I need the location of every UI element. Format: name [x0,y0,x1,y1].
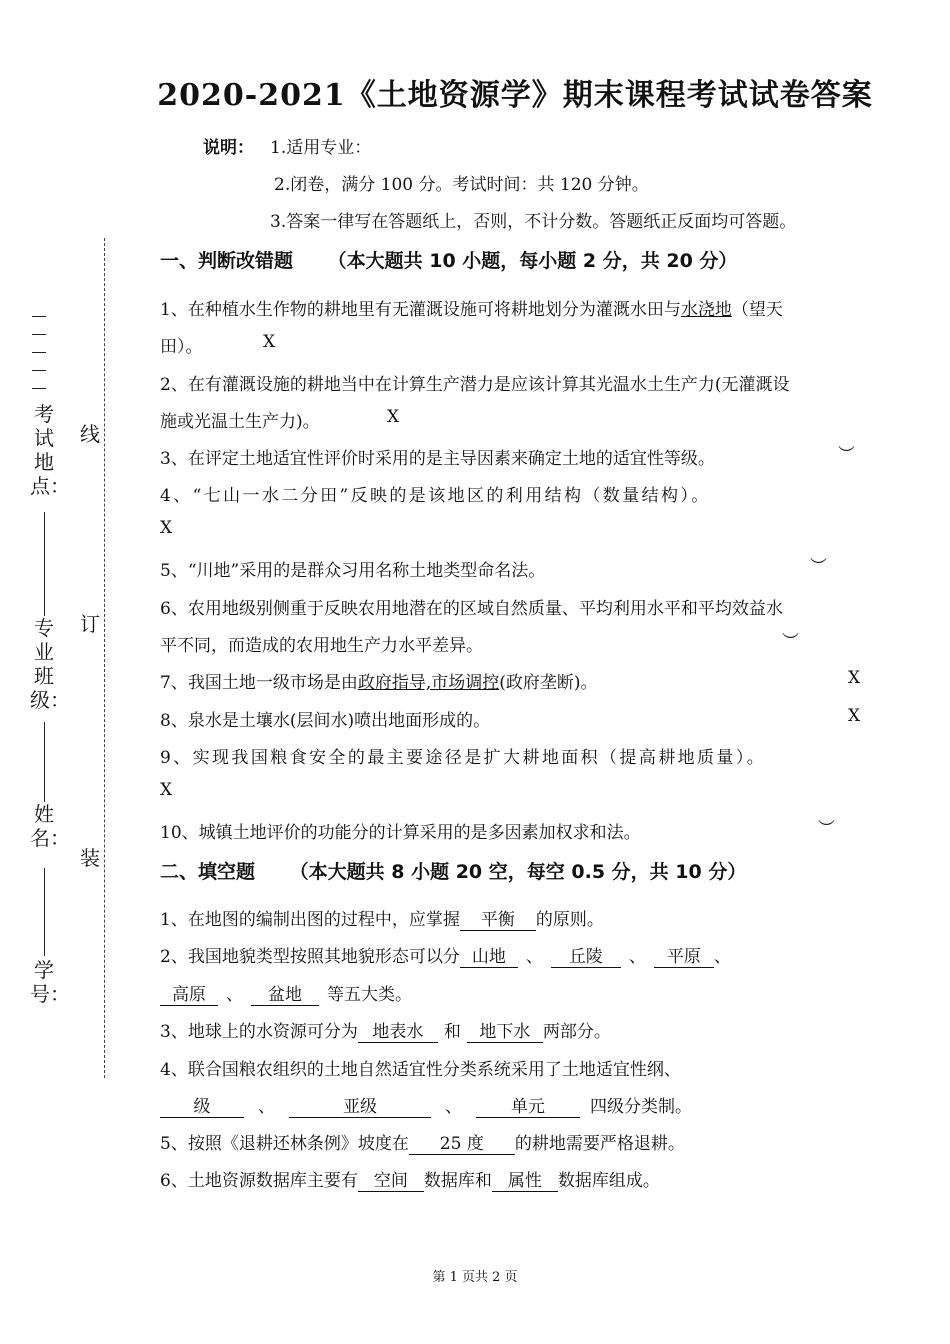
s2-q6-blank-2: 属性 [492,1171,558,1192]
exam-location-label: 考试地点： [30,402,70,498]
s1-q9-mark: X [160,780,173,800]
section1-heading [160,246,737,273]
section1-info: （本大题共 10 小题，每小题 2 分，共 20 分） [327,250,738,272]
s1-q2-mark: X [387,407,400,427]
s1-question-1: 1、在种植水生作物的耕地里有无灌溉设施可将耕地划分为灌溉水田与水浇地（望天 [160,300,783,320]
s1-question-6: 6、农用地级别侧重于反映农用地潜在的区域自然质量、平均利用水平和平均效益水 [160,599,783,619]
s2-q4-blank-3: 单元 [476,1097,580,1118]
student-id-label: 学号： [30,958,70,1006]
s2-question-4-cont: 级 、 亚级 、 单元 四级分类制。 [160,1092,860,1118]
s2-question-2-cont: 高原 、 盆地 等五大类。 [160,980,860,1006]
s1-q7-mark: X [848,668,861,688]
s2-q1-blank-1: 平衡 [460,910,536,931]
page-footer: 第 1 页共 2 页 [432,1270,518,1285]
s1-q3-mark: ︶ [838,445,855,465]
binding-char-xian: 线 [80,422,100,446]
s2-question-4: 4、联合国粮农组织的土地自然适宜性分类系统采用了土地适宜性纲、 [160,1060,681,1080]
s2-q2-blank-3: 平原 [654,947,714,968]
note-1: 1.适用专业： [270,138,372,158]
s1-q1-underline: 水浇地 [680,300,732,320]
s1-question-9: 9、实现我国粮食安全的最主要途径是扩大耕地面积（提高耕地质量）。 [160,748,767,768]
class-major-label: 专业班级： [30,616,70,712]
page-title: 2020-2021《土地资源学》期末课程考试试卷答案 [157,78,873,113]
s2-q2-blank-1: 山地 [460,947,518,968]
section1-title: 一、判断改错题 [160,250,294,272]
s1-question-7: 7、我国土地一级市场是由政府指导,市场调控(政府垄断)。 [160,673,598,693]
s2-q2-blank-2: 丘陵 [551,947,621,968]
section2-info: （本大题共 8 小题 20 空，每空 0.5 分，共 10 分） [289,861,747,883]
s2-question-5: 5、按照《退耕还林条例》坡度在 25 度 的耕地需要严格退耕。 [160,1134,685,1154]
s1-question-10: 10、城镇土地评价的功能分的计算采用的是多因素加权求和法。 [160,823,641,843]
binding-char-ding: 订 [80,612,100,636]
s1-question-2: 2、在有灌溉设施的耕地当中在计算生产潜力是应该计算其光温水土生产力(无灌溉设 [160,375,790,395]
s2-question-6: 6、土地资源数据库主要有 空间 数据库和 属性 数据库组成。 [160,1171,660,1191]
note-2: 2.闭卷，满分 100 分。考试时间：共 120 分钟。 [274,175,649,195]
section2-title: 二、填空题 [160,861,256,883]
s1-q5-mark: ︶ [810,557,827,577]
name-label: 姓名： [30,802,70,850]
s1-question-5: 5、“川地”采用的是群众习用名称土地类型命名法。 [160,561,546,581]
s1-question-4: 4、“七山一水二分田”反映的是该地区的利用结构（数量结构）。 [160,486,711,506]
s1-question-8: 8、泉水是土壤水(层间水)喷出地面形成的。 [160,711,491,731]
s2-question-3: 3、地球上的水资源可分为 地表水 和 地下水 两部分。 [160,1022,611,1042]
s1-question-3: 3、在评定土地适宜性评价时采用的是主导因素来确定土地的适宜性等级。 [160,449,715,469]
s1-question-1-cont: 田）。 [160,337,203,357]
s2-q4-blank-1: 级 [160,1097,244,1118]
s2-q5-blank-1: 25 度 [409,1134,515,1155]
notes-label: 说明： [203,138,254,158]
s1-question-2-cont: 施或光温土生产力)。 [160,412,320,432]
note-3: 3.答案一律写在答题纸上，否则，不计分数。答题纸正反面均可答题。 [270,212,797,232]
binding-char-zhuang: 装 [80,846,100,870]
s1-q8-mark: X [848,706,861,726]
s1-q4-mark: X [160,518,173,538]
s2-q3-blank-1: 地表水 [358,1022,438,1043]
s2-question-2: 2、我国地貌类型按照其地貌形态可以分 山地 、 丘陵 、 平原 、 [160,947,731,967]
s1-q6-mark: ︶ [782,632,799,652]
s2-question-1: 1、在地图的编制出图的过程中，应掌握 平衡 的原则。 [160,910,604,930]
s1-q1-mark: X [263,332,276,352]
s2-q6-blank-1: 空间 [358,1171,424,1192]
s2-q3-blank-2: 地下水 [467,1022,543,1043]
s1-q7-underline: 政府指导,市场调控 [357,673,500,693]
s2-q4-blank-2: 亚级 [289,1097,431,1118]
s1-question-6-cont: 平不同，而造成的农用地生产力水平差异。 [160,636,483,656]
binding-dashed-line [104,238,105,1078]
s2-q2-blank-5: 盆地 [251,985,319,1006]
s2-q2-blank-4: 高原 [160,985,218,1006]
s1-q10-mark: ︶ [818,819,835,839]
section2-heading [160,857,746,884]
